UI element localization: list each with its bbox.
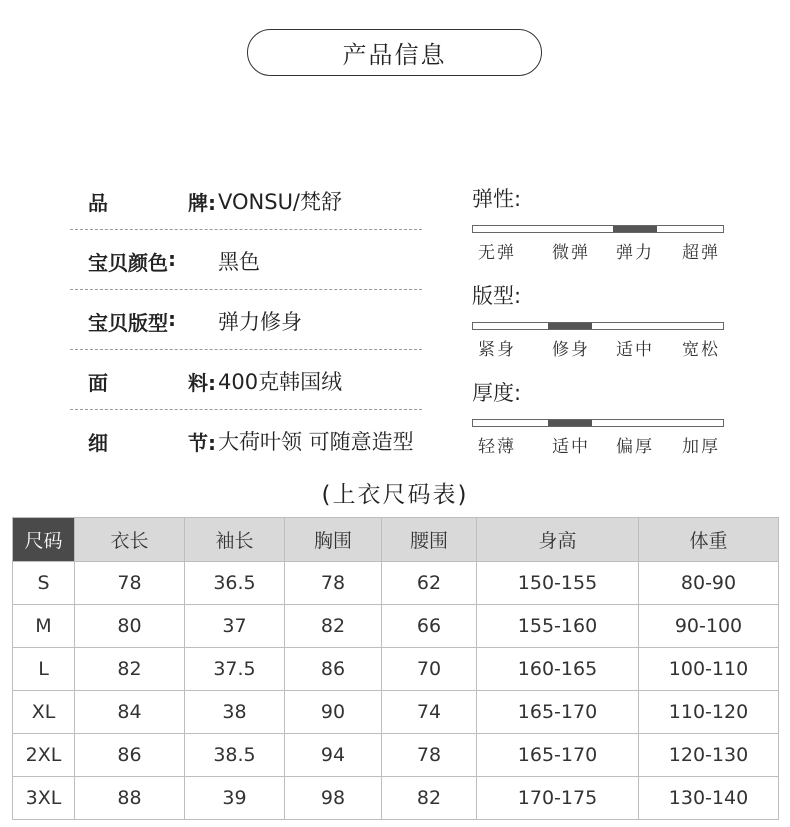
table-cell: 88 <box>75 777 185 820</box>
gauge-thickness <box>472 377 728 474</box>
table-cell: 3XL <box>13 777 75 820</box>
table-cell: 98 <box>285 777 382 820</box>
table-row <box>13 605 779 648</box>
gauge-option: 紧身 <box>478 340 516 360</box>
table-cell: 70 <box>382 648 477 691</box>
info-colon: : <box>168 247 176 271</box>
table-cell: 62 <box>382 562 477 605</box>
table-cell: XL <box>13 691 75 734</box>
gauge-option: 轻薄 <box>478 437 516 457</box>
info-label-part: 牌 <box>188 191 208 215</box>
size-table <box>12 517 779 820</box>
info-label-part: 品 <box>88 191 108 215</box>
info-label-part: 宝贝版型 <box>88 311 168 335</box>
info-colon: : <box>208 431 216 455</box>
column-header: 尺码 <box>13 518 75 562</box>
info-value: 大荷叶领 可随意造型 <box>218 430 414 454</box>
table-row <box>13 734 779 777</box>
info-row-brand <box>70 170 422 230</box>
gauge-option: 超弹 <box>682 243 720 263</box>
table-cell: 78 <box>75 562 185 605</box>
attribute-gauges <box>472 183 728 474</box>
table-cell: 80-90 <box>639 562 779 605</box>
table-cell: L <box>13 648 75 691</box>
table-cell: 37 <box>185 605 285 648</box>
gauge-option: 加厚 <box>682 437 720 457</box>
gauge-option: 偏厚 <box>616 437 654 457</box>
gauge-option: 无弹 <box>478 243 516 263</box>
gauge-title: 弹性: <box>472 187 522 211</box>
gauge-fit <box>472 280 728 377</box>
gauge-bar <box>472 322 724 330</box>
info-label <box>88 187 216 216</box>
gauge-fill <box>613 226 657 232</box>
gauge-option: 适中 <box>616 340 654 360</box>
info-colon: : <box>208 371 216 395</box>
gauge-fill <box>548 323 592 329</box>
column-header: 身高 <box>477 518 639 562</box>
gauge-option: 微弹 <box>552 243 590 263</box>
gauge-title: 版型: <box>472 284 522 308</box>
product-info-list <box>70 170 422 469</box>
page-title <box>247 29 542 76</box>
table-cell: 37.5 <box>185 648 285 691</box>
table-cell: 39 <box>185 777 285 820</box>
table-cell: 86 <box>285 648 382 691</box>
gauge-option: 修身 <box>552 340 590 360</box>
table-cell: 82 <box>285 605 382 648</box>
info-row-color <box>70 230 422 290</box>
table-cell: 86 <box>75 734 185 777</box>
table-cell: 80 <box>75 605 185 648</box>
gauge-bar <box>472 225 724 233</box>
table-cell: 94 <box>285 734 382 777</box>
column-header: 胸围 <box>285 518 382 562</box>
gauge-title: 厚度: <box>472 381 522 405</box>
table-cell: 155-160 <box>477 605 639 648</box>
table-cell: 36.5 <box>185 562 285 605</box>
info-label-part: 面 <box>88 371 108 395</box>
table-cell: 120-130 <box>639 734 779 777</box>
table-cell: 66 <box>382 605 477 648</box>
page-title-text: 产品信息 <box>342 41 447 69</box>
gauge-labels <box>472 432 728 457</box>
gauge-option: 适中 <box>552 437 590 457</box>
table-cell: 100-110 <box>639 648 779 691</box>
gauge-labels <box>472 335 728 360</box>
table-row <box>13 691 779 734</box>
column-header: 腰围 <box>382 518 477 562</box>
info-label-part: 宝贝颜色 <box>88 251 168 275</box>
table-cell: M <box>13 605 75 648</box>
table-cell: 82 <box>382 777 477 820</box>
gauge-labels <box>472 238 728 263</box>
info-row-details <box>70 410 422 469</box>
table-row <box>13 562 779 605</box>
table-cell: 82 <box>75 648 185 691</box>
info-value: 400克韩国绒 <box>218 370 343 394</box>
info-value: 弹力修身 <box>218 310 302 334</box>
info-value: 黑色 <box>218 250 260 274</box>
info-colon: : <box>168 307 176 331</box>
table-cell: S <box>13 562 75 605</box>
gauge-elasticity <box>472 183 728 280</box>
info-row-fit <box>70 290 422 350</box>
info-label-part: 细 <box>88 431 108 455</box>
column-header: 袖长 <box>185 518 285 562</box>
table-cell: 84 <box>75 691 185 734</box>
table-row <box>13 777 779 820</box>
table-cell: 165-170 <box>477 691 639 734</box>
info-label <box>88 307 216 336</box>
table-cell: 90 <box>285 691 382 734</box>
gauge-bar <box>472 419 724 427</box>
table-cell: 78 <box>382 734 477 777</box>
table-cell: 78 <box>285 562 382 605</box>
table-cell: 160-165 <box>477 648 639 691</box>
table-cell: 170-175 <box>477 777 639 820</box>
column-header: 体重 <box>639 518 779 562</box>
table-cell: 38.5 <box>185 734 285 777</box>
column-header: 衣长 <box>75 518 185 562</box>
table-cell: 165-170 <box>477 734 639 777</box>
gauge-option: 弹力 <box>616 243 654 263</box>
gauge-option: 宽松 <box>682 340 720 360</box>
info-row-fabric <box>70 350 422 410</box>
info-label <box>88 247 216 276</box>
info-label <box>88 367 216 396</box>
table-cell: 150-155 <box>477 562 639 605</box>
table-cell: 110-120 <box>639 691 779 734</box>
table-cell: 2XL <box>13 734 75 777</box>
info-colon: : <box>208 191 216 215</box>
info-label-part: 节 <box>188 431 208 455</box>
gauge-fill <box>548 420 592 426</box>
info-value: VONSU/梵舒 <box>218 190 343 214</box>
table-cell: 38 <box>185 691 285 734</box>
table-header-row <box>13 518 779 562</box>
table-cell: 130-140 <box>639 777 779 820</box>
table-cell: 90-100 <box>639 605 779 648</box>
table-cell: 74 <box>382 691 477 734</box>
info-label-part: 料 <box>188 371 208 395</box>
info-label <box>88 427 216 456</box>
size-table-caption: (上衣尺码表) <box>321 482 469 508</box>
table-row <box>13 648 779 691</box>
